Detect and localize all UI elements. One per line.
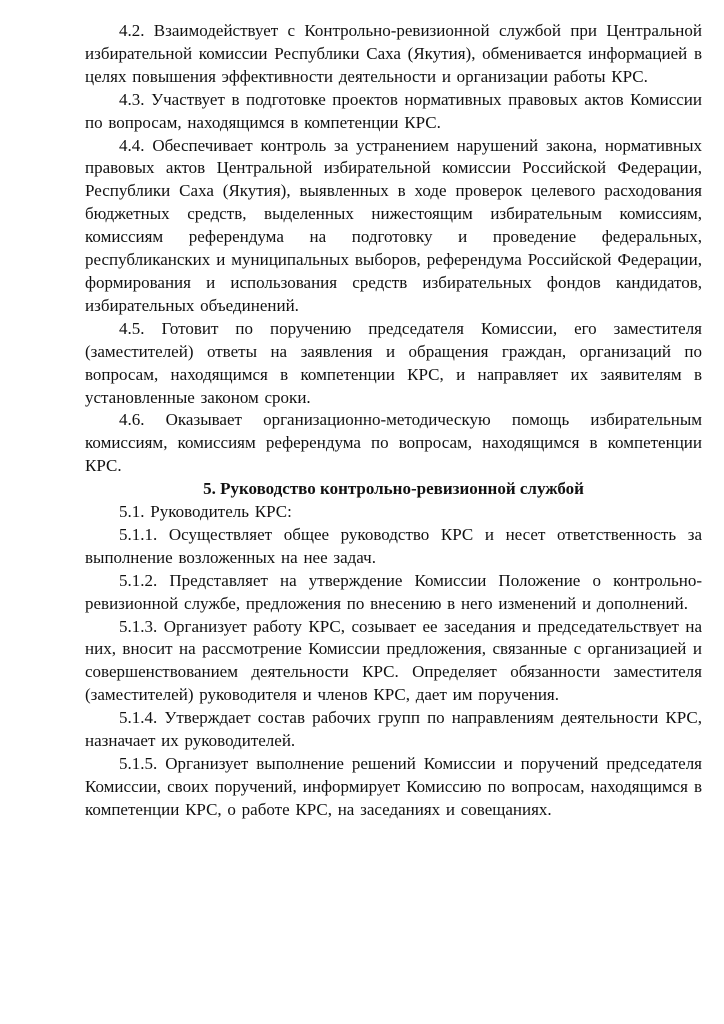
- paragraph-5-1-5: 5.1.5. Организует выполнение решений Комиссии и поручений председателя Комиссии, своих поручений, информирует Комиссию по вопросам, находящимся в компетенции КРС, о работе КРС, на заседаниях и совещаниях.: [85, 754, 702, 819]
- paragraph-5-1-1: 5.1.1. Осуществляет общее руководство КРС и несет ответственность за выполнение возложенных на нее задач.: [85, 524, 702, 567]
- paragraph-5-1-3: 5.1.3. Организует работу КРС, созывает ее заседания и председательствует на них, вносит на рассмотрение Комиссии предложения, связанные с организацией и совершенствованием деятельности КРС. Определяет обязанности заместителя (заместителей) руководителя и членов КРС, дает им поручения.: [85, 616, 702, 705]
- paragraph-4-5: 4.5. Готовит по поручению председателя Комиссии, его заместителя (заместителей) ответы на заявления и обращения граждан, организаций по вопросам, находящимся в компетенции КРС, и направляет их заявителям в установленные законом сроки.: [85, 318, 702, 407]
- paragraph-4-4: 4.4. Обеспечивает контроль за устранением нарушений закона, нормативных правовых актов Центральной избирательной комиссии Российской Федерации, Республики Саха (Якутия), выявленных в ходе проверок целевого расходования бюджетных средств, выделенных нижестоящим избирательным комиссиям, комиссиям референдума на подготовку и проведение федеральных, республиканских и муниципальных выборов, референдума Российской Федерации, формирования и использования средств избирательных фондов кандидатов, избирательных объединений.: [85, 135, 702, 315]
- paragraph-5-1-4: 5.1.4. Утверждает состав рабочих групп по направлениям деятельности КРС, назначает их руководителей.: [85, 708, 702, 751]
- paragraph-4-2: 4.2. Взаимодействует с Контрольно-ревизионной службой при Центральной избирательной комиссии Республики Саха (Якутия), обменивается информацией в целях повышения эффективности деятельности и организации работы КРС.: [85, 21, 702, 86]
- paragraph-5-1-2: 5.1.2. Представляет на утверждение Комиссии Положение о контрольно-ревизионной службе, предложения по внесению в него изменений и дополнений.: [85, 570, 702, 613]
- paragraph-5-1: 5.1. Руководитель КРС:: [119, 502, 292, 522]
- paragraph-4-6: 4.6. Оказывает организационно-методическую помощь избирательным комиссиям, комиссиям референдума по вопросам, находящимся в компетенции КРС.: [85, 410, 702, 476]
- paragraph-4-3: 4.3. Участвует в подготовке проектов нормативных правовых актов Комиссии по вопросам, находящимся в компетенции КРС.: [85, 89, 702, 132]
- section-5-heading: 5. Руководство контрольно-ревизионной службой: [203, 479, 584, 499]
